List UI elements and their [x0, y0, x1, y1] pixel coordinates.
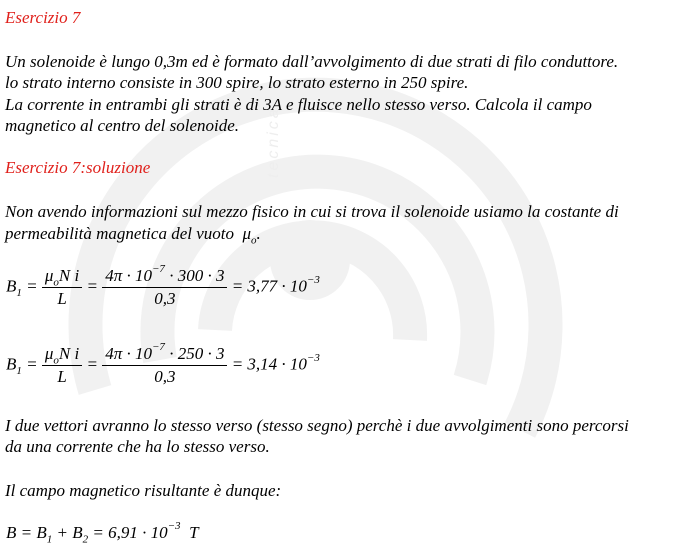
eq2-den2: 0,3	[154, 367, 176, 386]
intro-line-2	[5, 223, 261, 247]
eq2-fraction-values: $\frac{4\pi \cdot 10^{-7} \cdot 250 \cdot 3}{0,3}$	[102, 344, 227, 387]
intro-line-1: Non avendo informazioni sul mezzo fisico in cui si trova il solenoide usiamo la costante di	[5, 202, 619, 221]
problem-line-3: La corrente in entrambi gli strati è di 3A e fluisce nello stesso verso. Calcola il campo	[5, 95, 592, 114]
eq2-den1: L	[57, 367, 67, 386]
exercise-title: Esercizio 7	[5, 8, 81, 27]
equation-b1-inner: $B_1$ = $\frac{\mu_oN i}{L}$ = $\frac{4\pi \cdot 10^{-7} \cdot 300 \cdot 3}{0,3}$ = $3,77 \cdot 10^{-3}$	[6, 263, 320, 308]
final-value: 6,91 · 10	[108, 523, 168, 542]
eq2-num1-rest: N i	[58, 344, 80, 363]
eq1-num1: μ	[44, 266, 54, 285]
eq1-lhs-sub: 1	[16, 286, 22, 299]
intro-line-2-text: permeabilità magnetica del vuoto	[5, 224, 234, 243]
eq2-lhs-sub: 1	[16, 364, 22, 377]
problem-line-4: magnetico al centro del solenoide.	[5, 116, 240, 135]
final-unit: T	[189, 523, 199, 542]
eq1-den2: 0,3	[154, 289, 176, 308]
mu-subscript: o	[251, 234, 257, 247]
eq1-fraction-values: $\frac{4\pi \cdot 10^{-7} \cdot 300 \cdot 3}{0,3}$	[102, 266, 227, 309]
final-equation: $B = B_1 + B_2 = 6,91 \cdot 10^{-3}$ T	[6, 520, 199, 546]
eq2-fraction-formula: $\frac{\mu_oN i}{L}$	[42, 344, 82, 387]
solution-title: Esercizio 7:soluzione	[5, 158, 151, 177]
eq1-fraction-formula: $\frac{\mu_oN i}{L}$	[42, 266, 82, 309]
equation-b1-outer: $B_1$ = $\frac{\mu_oN i}{L}$ = $\frac{4\pi \cdot 10^{-7} \cdot 250 \cdot 3}{0,3}$ = $3,14 \cdot 10^{-3}$	[6, 341, 320, 386]
final-exp: −3	[167, 520, 181, 533]
conclusion-line-2: da una corrente che ha lo stesso verso.	[5, 437, 270, 456]
eq1-lhs: B	[6, 276, 17, 296]
result-intro: Il campo magnetico risultante è dunque:	[5, 481, 282, 500]
mu-symbol: μ	[242, 224, 252, 243]
eq2-result: = 3,14 · 10	[231, 354, 307, 374]
eq2-num1: μ	[44, 344, 54, 363]
problem-line-1: Un solenoide è lungo 0,3m ed è formato dall’avvolgimento di due strati di filo conduttore.	[5, 52, 619, 71]
conclusion-line-1: I due vettori avranno lo stesso verso (stesso segno) perchè i due avvolgimenti sono percorsi	[5, 416, 629, 435]
eq1-result: = 3,77 · 10	[231, 276, 307, 296]
watermark-text: tecnica	[265, 106, 282, 178]
eq2-result-exp: −3	[306, 351, 320, 364]
eq1-result-exp: −3	[306, 273, 320, 286]
eq1-den1: L	[57, 289, 67, 308]
eq1-num1-rest: N i	[58, 266, 80, 285]
eq2-lhs: B	[6, 354, 17, 374]
intro-end: .	[256, 224, 261, 243]
problem-line-2: lo strato interno consiste in 300 spire, lo strato esterno in 250 spire.	[5, 73, 469, 92]
